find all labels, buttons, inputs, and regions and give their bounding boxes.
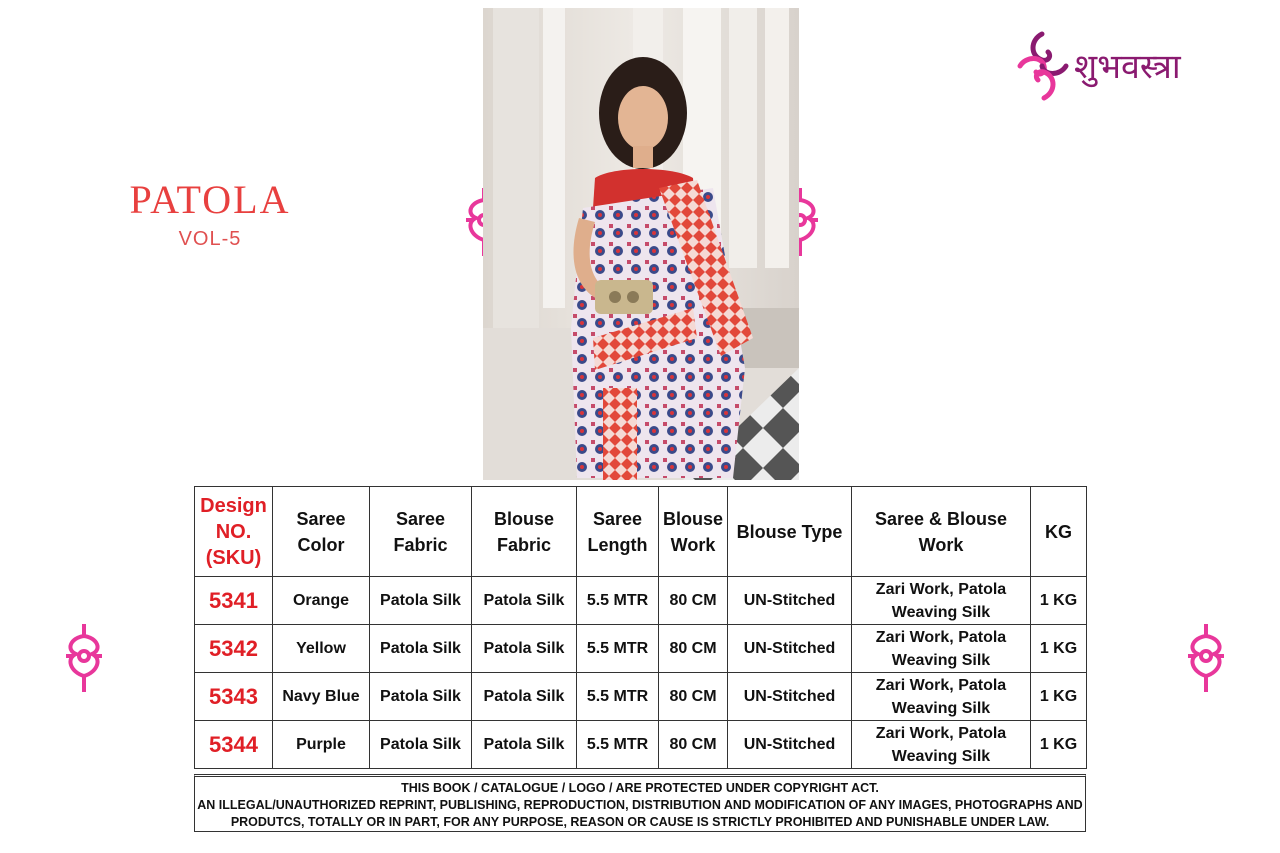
- table-row: [195, 673, 1087, 721]
- cell-saree-fabric: Patola Silk: [370, 625, 472, 673]
- copyright-disclaimer: [194, 774, 1086, 832]
- cell-blouse-work: 80 CM: [659, 721, 728, 769]
- ornament-icon: [1184, 622, 1228, 694]
- cell-blouse-fabric: Patola Silk: [472, 625, 577, 673]
- catalogue-title: [120, 178, 300, 251]
- header-saree-color: Saree Color: [273, 487, 370, 577]
- cell-work: Zari Work, Patola Weaving Silk: [852, 577, 1031, 625]
- disclaimer-line: THIS BOOK / CATALOGUE / LOGO / ARE PROTECTED UNDER COPYRIGHT ACT.: [401, 781, 879, 795]
- cell-blouse-fabric: Patola Silk: [472, 673, 577, 721]
- cell-blouse-fabric: Patola Silk: [472, 721, 577, 769]
- cell-sku: 5344: [195, 721, 273, 769]
- header-kg: KG: [1031, 487, 1087, 577]
- cell-work: Zari Work, Patola Weaving Silk: [852, 721, 1031, 769]
- volume-label: VOL-5: [178, 228, 242, 250]
- cell-sku: 5343: [195, 673, 273, 721]
- product-photo: [483, 8, 799, 480]
- cell-work: Zari Work, Patola Weaving Silk: [852, 625, 1031, 673]
- cell-length: 5.5 MTR: [577, 673, 659, 721]
- table-header-row: [195, 487, 1087, 577]
- cell-blouse-type: UN-Stitched: [728, 673, 852, 721]
- cell-kg: 1 KG: [1031, 577, 1087, 625]
- ornament-icon: [62, 622, 106, 694]
- disclaimer-line: AN ILLEGAL/UNAUTHORIZED REPRINT, PUBLISHING, REPRODUCTION, DISTRIBUTION AND MODIFICATION OF ANY IMAGES, PHOTOGRAPHS AND: [197, 798, 1083, 812]
- cell-sku: 5341: [195, 577, 273, 625]
- header-blouse-type: Blouse Type: [728, 487, 852, 577]
- cell-kg: 1 KG: [1031, 721, 1087, 769]
- cell-blouse-work: 80 CM: [659, 625, 728, 673]
- product-spec-table: [194, 486, 1087, 769]
- header-blouse-fabric: Blouse Fabric: [472, 487, 577, 577]
- cell-work: Zari Work, Patola Weaving Silk: [852, 673, 1031, 721]
- swirl-logo-icon: [1012, 26, 1074, 106]
- cell-length: 5.5 MTR: [577, 625, 659, 673]
- cell-sku: 5342: [195, 625, 273, 673]
- cell-color: Orange: [273, 577, 370, 625]
- cell-blouse-work: 80 CM: [659, 577, 728, 625]
- cell-kg: 1 KG: [1031, 625, 1087, 673]
- brand-logo: [1012, 26, 1252, 106]
- cell-blouse-fabric: Patola Silk: [472, 577, 577, 625]
- header-saree-length: Saree Length: [577, 487, 659, 577]
- brand-name: शुभवस्त्रा: [1074, 47, 1181, 87]
- cell-color: Yellow: [273, 625, 370, 673]
- table-row: [195, 577, 1087, 625]
- cell-saree-fabric: Patola Silk: [370, 673, 472, 721]
- cell-blouse-type: UN-Stitched: [728, 577, 852, 625]
- table-row: [195, 721, 1087, 769]
- cell-kg: 1 KG: [1031, 673, 1087, 721]
- cell-color: Purple: [273, 721, 370, 769]
- collection-name: PATOLA: [129, 177, 291, 222]
- cell-length: 5.5 MTR: [577, 577, 659, 625]
- header-sku: Design NO. (SKU): [195, 487, 273, 577]
- table-row: [195, 625, 1087, 673]
- header-saree-blouse-work: Saree & Blouse Work: [852, 487, 1031, 577]
- cell-blouse-type: UN-Stitched: [728, 625, 852, 673]
- header-blouse-work: Blouse Work: [659, 487, 728, 577]
- cell-saree-fabric: Patola Silk: [370, 721, 472, 769]
- cell-blouse-type: UN-Stitched: [728, 721, 852, 769]
- cell-color: Navy Blue: [273, 673, 370, 721]
- header-saree-fabric: Saree Fabric: [370, 487, 472, 577]
- disclaimer-line: PRODUTCS, TOTALLY OR IN PART, FOR ANY PURPOSE, REASON OR CAUSE IS STRICTLY PROHIBITED AND PUNISHABLE UNDER LAW.: [230, 815, 1050, 829]
- cell-blouse-work: 80 CM: [659, 673, 728, 721]
- cell-saree-fabric: Patola Silk: [370, 577, 472, 625]
- cell-length: 5.5 MTR: [577, 721, 659, 769]
